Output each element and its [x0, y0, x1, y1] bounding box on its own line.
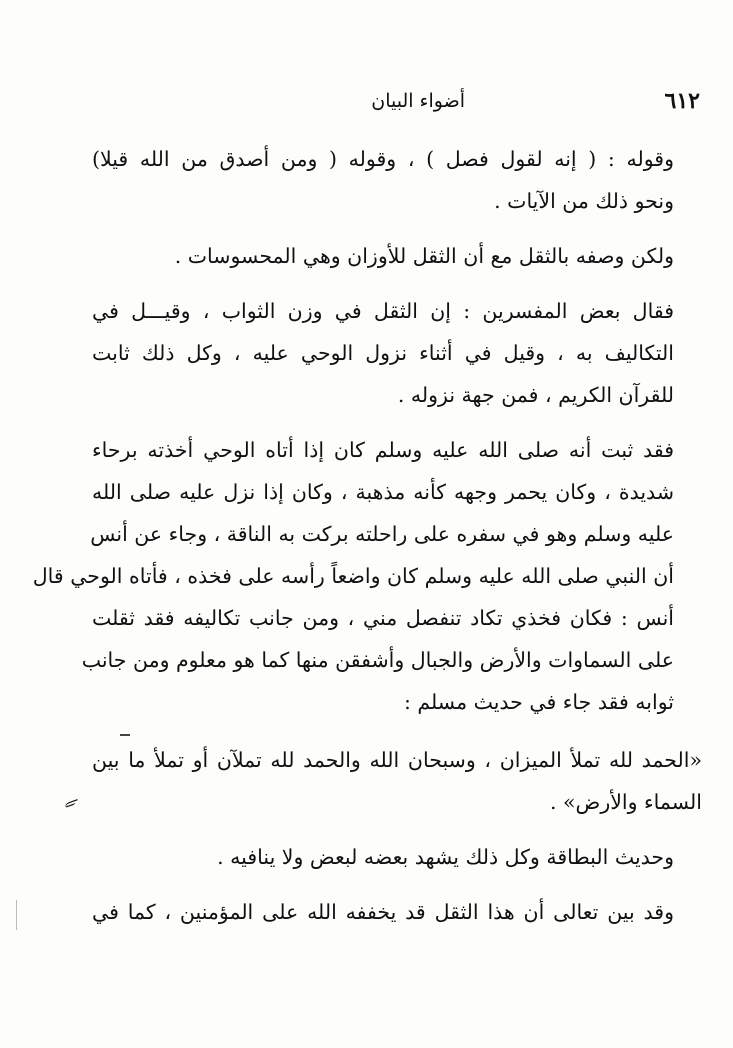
paragraph-1 — [92, 138, 702, 222]
text-line: ثوابه فقد جاء في حديث مسلم : — [403, 690, 674, 714]
text-line: ولكن وصفه بالثقل مع أن الثقل للأوزان وهي المحسوسات . — [174, 244, 674, 268]
text-line: أنس : فكان فخذي تكاد تنفصل مني ، ومن جانب تكاليفه فقد ثقلت — [92, 606, 674, 630]
text-line: على السماوات والأرض والجبال وأشفقن منها كما هو معلوم ومن جانب — [81, 648, 674, 672]
text-line: التكاليف به ، وقيل في أثناء نزول الوحي عليه ، وكل ذلك ثابت — [92, 341, 674, 365]
margin-mark-icon: ـﮯ — [59, 786, 80, 809]
text-line: عليه وسلم وهو في سفره على راحلته بركت به الناقة ، وجاء عن أنس — [90, 522, 674, 546]
hadith-quote — [92, 739, 702, 823]
text-line: «الحمد لله تملأ الميزان ، وسبحان الله والحمد لله تملآن أو تملأ ما بين — [92, 748, 702, 772]
text-line: وقوله : ( إنه لقول فصل ) ، وقوله ( ومن أصدق من الله قيلا) — [92, 147, 674, 171]
paragraph-4 — [32, 429, 702, 723]
text-line: شديدة ، وكان يحمر وجهه كأنه مذهبة ، وكان إذا نزل عليه صلى الله — [92, 480, 674, 504]
paragraph-6 — [92, 836, 702, 878]
text-line: ونحو ذلك من الآيات . — [494, 189, 674, 213]
text-line: أن النبي صلى الله عليه وسلم كان واضعاً رأسه على فخذه ، فأتاه الوحي قال — [32, 564, 674, 588]
text-line: فقد ثبت أنه صلى الله عليه وسلم كان إذا أتاه الوحي أخذته برحاء — [92, 438, 674, 462]
page-number: ٦١٢ — [664, 88, 700, 114]
text-line: وحديث البطاقة وكل ذلك يشهد بعضه لبعض ولا ينافيه . — [217, 845, 674, 869]
paragraph-2 — [92, 235, 702, 277]
text-line: فقال بعض المفسرين : إن الثقل في وزن الثواب ، وقيـــل في — [92, 299, 674, 323]
text-line: للقرآن الكريم ، فمن جهة نزوله . — [397, 383, 674, 407]
paragraph-3 — [92, 290, 702, 416]
paragraph-7 — [92, 891, 702, 933]
scan-mark — [120, 734, 130, 736]
page-header — [60, 88, 700, 118]
text-line: السماء والأرض» . — [549, 790, 702, 814]
text-line: وقد بين تعالى أن هذا الثقل قد يخففه الله على المؤمنين ، كما في — [92, 900, 674, 924]
running-title: أضواء البيان — [371, 90, 465, 112]
scan-edge — [16, 900, 17, 930]
